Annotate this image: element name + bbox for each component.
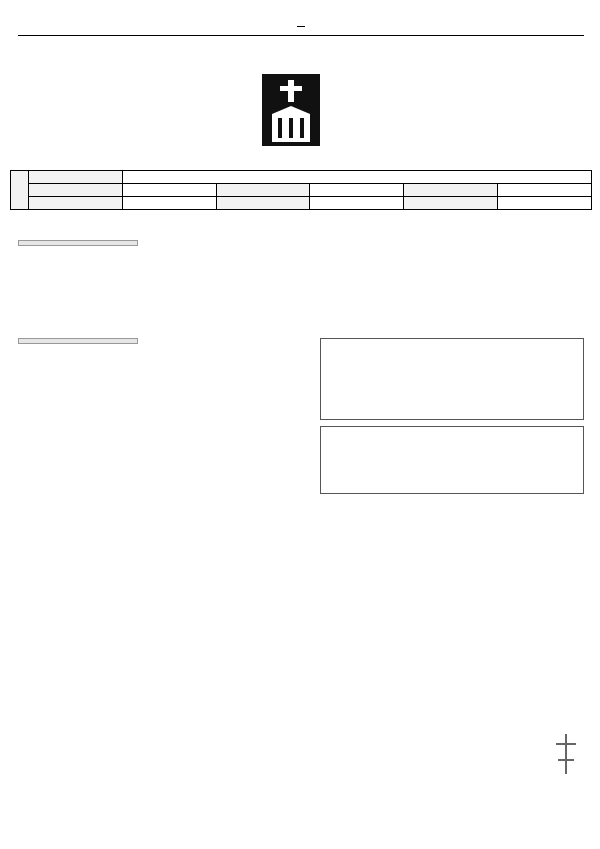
schedule-side-label — [11, 171, 29, 210]
schedule-label — [216, 197, 310, 210]
notice-section-heading — [18, 338, 138, 344]
top-bar — [18, 18, 584, 36]
welcome-box — [320, 426, 584, 494]
schedule-value — [498, 197, 592, 210]
schedule-value — [310, 184, 404, 197]
schedule-label — [404, 197, 498, 210]
schedule-label — [29, 184, 123, 197]
schedule-value — [122, 197, 216, 210]
mass-section-heading — [18, 240, 138, 246]
cross-sketch-icon — [548, 730, 584, 778]
schedule-value — [310, 197, 404, 210]
schedule-label — [29, 171, 123, 184]
feast-title — [297, 26, 305, 27]
sacred-heart-logo-icon — [262, 74, 320, 146]
schedule-value — [122, 171, 591, 184]
schedule-value — [498, 184, 592, 197]
schedule-value — [122, 184, 216, 197]
liturgy-schedule-table — [10, 170, 592, 210]
schedule-label — [216, 184, 310, 197]
schedule-label — [29, 197, 123, 210]
rules-box — [320, 338, 584, 420]
schedule-label — [404, 184, 498, 197]
